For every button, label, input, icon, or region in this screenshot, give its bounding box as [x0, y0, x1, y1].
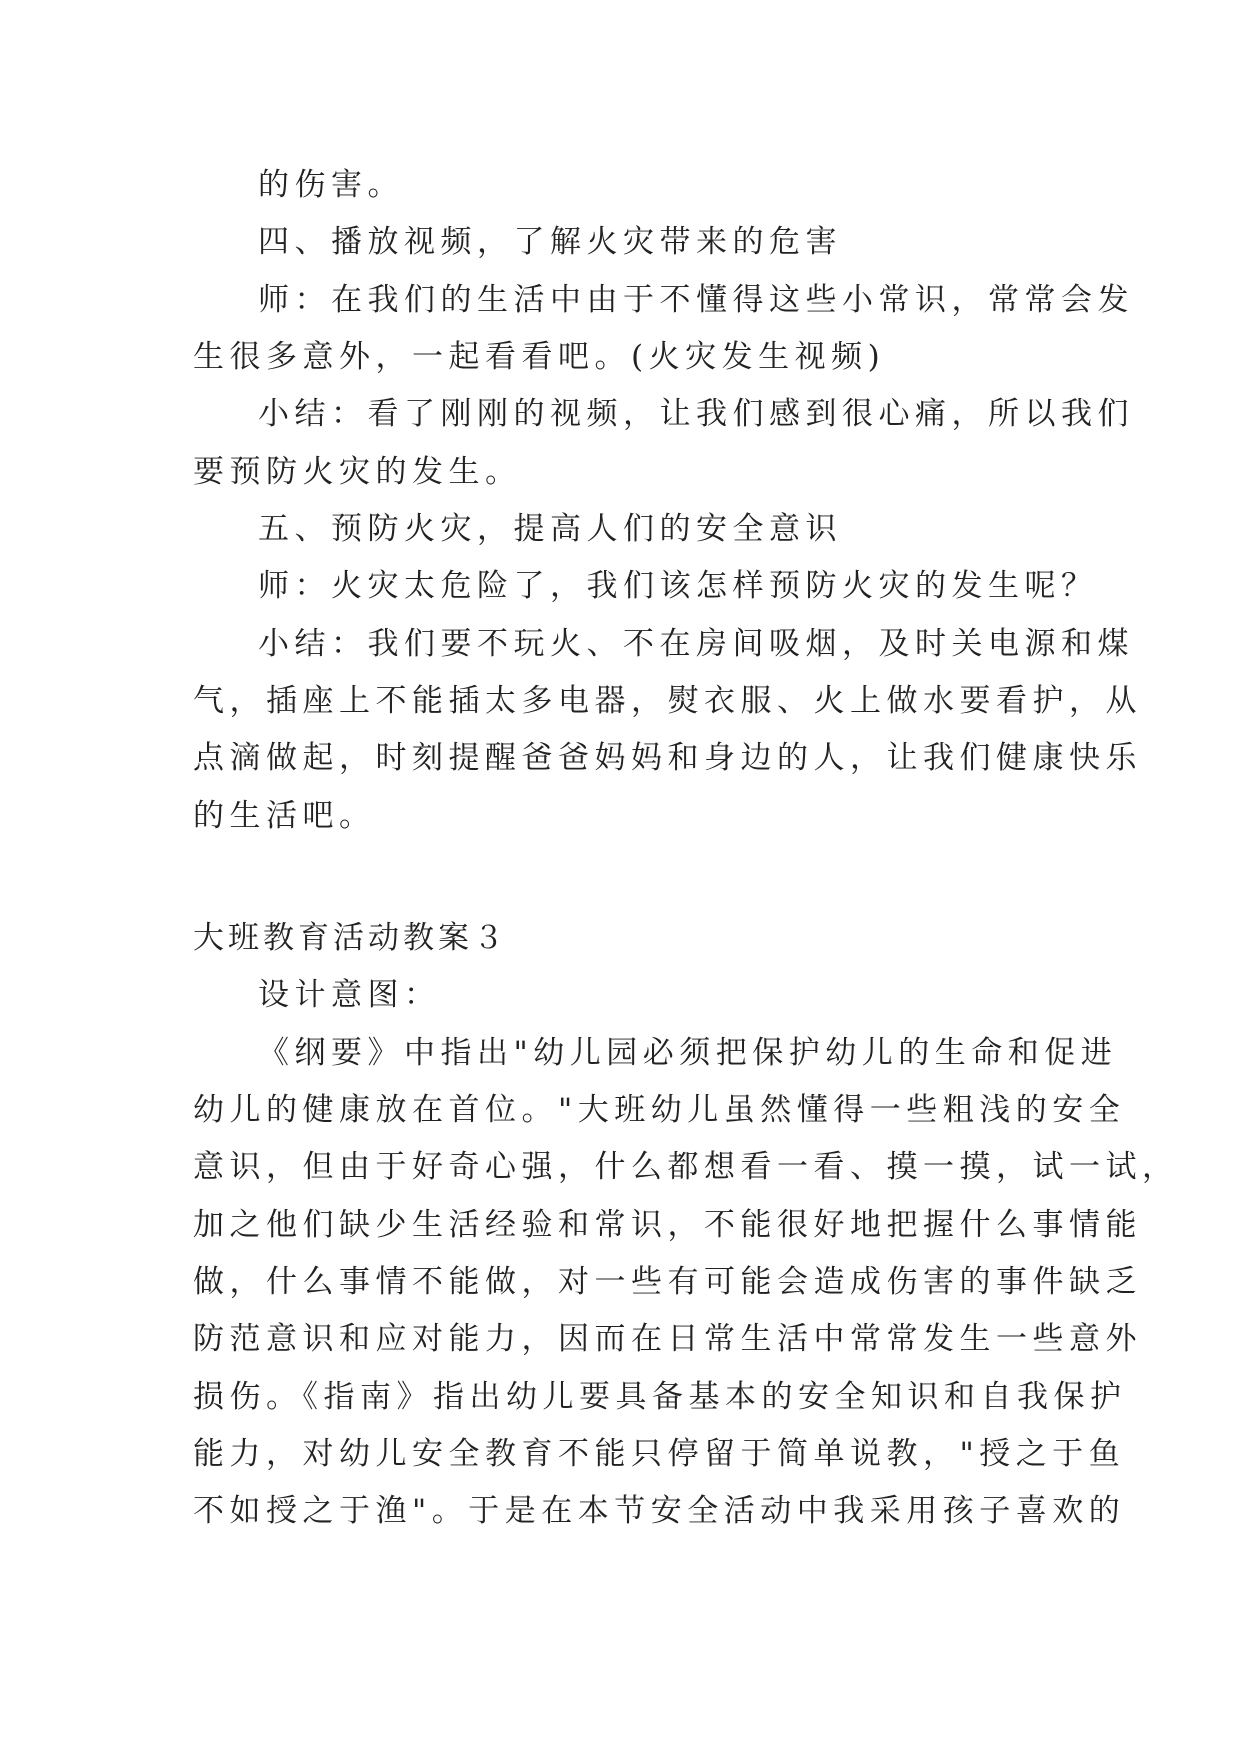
- paragraph-line: 设计意图：: [258, 977, 441, 1013]
- paragraph-line: 加之他们缺少生活经验和常识，不能很好地把握什么事情能: [193, 1207, 1142, 1243]
- paragraph-line: 做，什么事情不能做，对一些有可能会造成伤害的事件缺乏: [193, 1264, 1142, 1300]
- paragraph-line: 的伤害。: [258, 167, 404, 203]
- paragraph-line: 能力，对幼儿安全教育不能只停留于简单说教，"授之于鱼: [193, 1436, 1126, 1472]
- paragraph-line: 不如授之于渔"。于是在本节安全活动中我采用孩子喜欢的: [193, 1493, 1126, 1529]
- paragraph-line: 点滴做起，时刻提醒爸爸妈妈和身边的人，让我们健康快乐: [193, 740, 1142, 776]
- paragraph-line: 小结：看了刚刚的视频，让我们感到很心痛，所以我们: [258, 396, 1134, 432]
- paragraph-line: 的生活吧。: [193, 798, 376, 834]
- section-heading-4: 四、播放视频，了解火灾带来的危害: [258, 224, 842, 260]
- section-heading-5: 五、预防火灾，提高人们的安全意识: [258, 511, 842, 547]
- paragraph-line: 防范意识和应对能力，因而在日常生活中常常发生一些意外: [193, 1321, 1142, 1357]
- section-title: 大班教育活动教案３: [193, 920, 508, 956]
- paragraph-line: 小结：我们要不玩火、不在房间吸烟，及时关电源和煤: [258, 626, 1134, 662]
- paragraph-line: 《纲要》中指出"幼儿园必须把保护幼儿的生命和促进: [258, 1035, 1118, 1071]
- paragraph-line: 师：火灾太危险了，我们该怎样预防火灾的发生呢？: [258, 568, 1098, 604]
- paragraph-line: 损伤。《指南》指出幼儿要具备基本的安全知识和自我保护: [193, 1379, 1127, 1415]
- paragraph-line: 幼儿的健康放在首位。"大班幼儿虽然懂得一些粗浅的安全: [193, 1092, 1126, 1128]
- paragraph-line: 师：在我们的生活中由于不懂得这些小常识，常常会发: [258, 282, 1134, 318]
- paragraph-line: 意识，但由于好奇心强，什么都想看一看、摸一摸，试一试，: [193, 1149, 1179, 1185]
- paragraph-line: 生很多意外，一起看看吧。(火灾发生视频): [193, 339, 886, 375]
- paragraph-line: 气，插座上不能插太多电器，熨衣服、火上做水要看护，从: [193, 683, 1142, 719]
- paragraph-line: 要预防火灾的发生。: [193, 454, 522, 490]
